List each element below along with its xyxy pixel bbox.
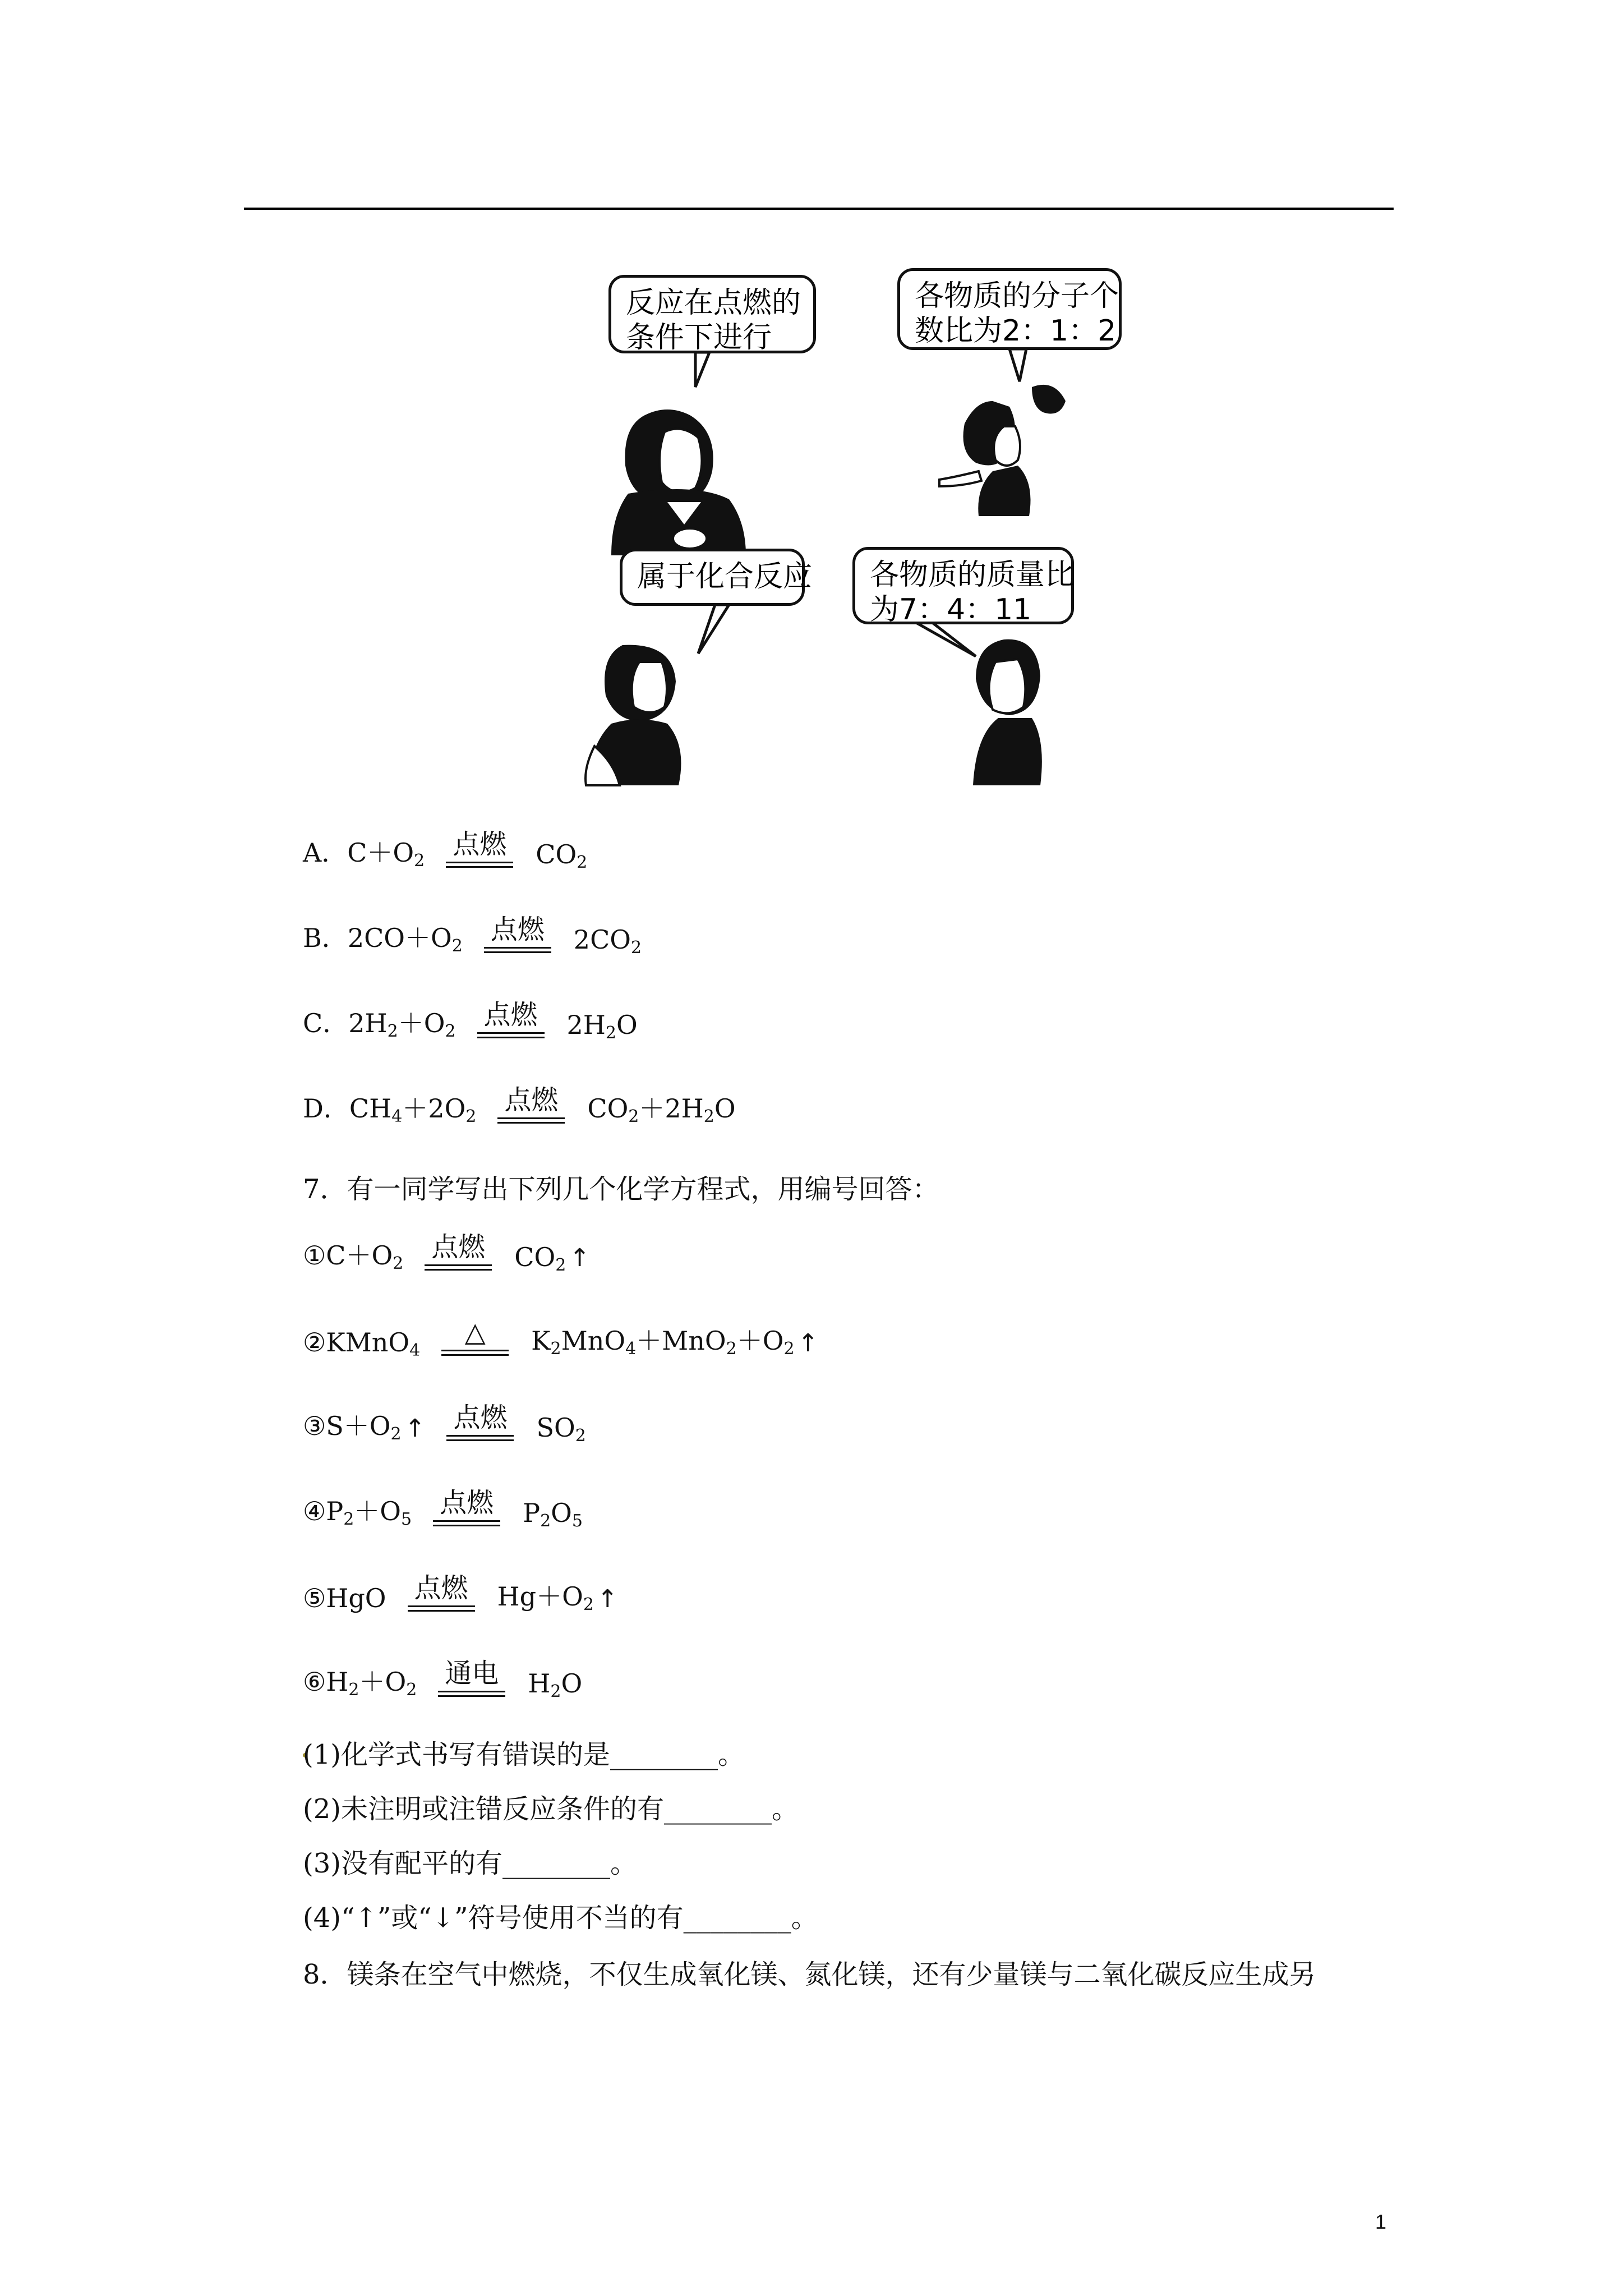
equation-1-lhs: $①C+O_2$ [303,1240,404,1273]
double-line-equals [497,1116,565,1124]
option-d-lhs: $CH_4+2O_2$ [349,1093,477,1126]
option-a-lhs: $C+O_2$ [347,838,425,871]
equation-1 [303,1222,591,1275]
speech-bubble-3 [620,549,813,606]
equation-4 [303,1478,583,1531]
up-arrow-icon: ↑ [404,1414,426,1443]
equation-5-rhs: $Hg+O_2$ [497,1581,594,1614]
up-arrow-icon: ↑ [797,1329,819,1358]
condition-mark: 通电 [438,1658,505,1697]
equation-1-rhs: $CO_2$ [514,1242,566,1275]
subquestion-1 [303,1721,745,1772]
bubble-3-line-1: 属于化合反应 [637,560,813,593]
equation-3 [303,1392,586,1446]
option-c-rhs: $2H_2O$ [566,1010,638,1043]
condition-mark: 点燃 [477,1000,545,1039]
equation-3-lhs: $③S+O_2$ [303,1411,402,1444]
boy-figure-2 [585,645,681,785]
subquestion-4-text: (4)“↑”或“↓”符号使用不当的有________。 [303,1902,818,1934]
double-line-equals [438,1690,505,1697]
condition-mark: 点燃 [433,1488,500,1527]
option-c-label: C． [303,1008,349,1038]
question-8-text: 8．镁条在空气中燃烧，不仅生成氧化镁、氮化镁，还有少量镁与二氧化碳反应生成另 [303,1959,1316,1990]
equation-6-lhs: $⑥H_2+O_2$ [303,1667,417,1700]
option-d-label: D． [303,1093,349,1124]
double-line-equals [408,1604,475,1612]
equation-2-rhs: $K_2MnO_4+MnO_2+O_2$ [531,1326,795,1359]
equation-5-lhs: ⑤HgO [303,1583,386,1613]
condition-mark: △ [441,1317,509,1356]
double-line-equals [484,946,551,954]
equation-6-rhs: $H_2O$ [528,1668,583,1701]
equation-2-lhs: ②KMnO$_4$ [303,1327,421,1360]
double-line-equals [441,1349,509,1356]
speech-bubble-4 [852,547,1075,627]
equation-6 [303,1648,582,1699]
question-7-stem [303,1156,939,1206]
equation-4-lhs: $④P_2+O_5$ [303,1496,412,1529]
subquestion-4 [303,1884,818,1935]
up-arrow-icon: ↑ [569,1244,591,1272]
option-d-rhs: $CO_2+2H_2O$ [587,1093,736,1126]
page-number: 1 [1375,2210,1387,2233]
option-b-rhs: $2CO_2$ [573,924,642,958]
condition-mark: 点燃 [497,1085,565,1124]
option-a [303,819,588,872]
subquestion-3 [303,1830,637,1880]
speech-bubble-2 [897,268,1122,350]
equation-2 [303,1307,818,1358]
double-line-equals [477,1031,545,1039]
condition-mark: 点燃 [408,1573,475,1612]
illustration [0,0,1623,797]
subquestion-2 [303,1775,799,1826]
equation-5 [303,1563,618,1613]
bubble-2-line-1: 各物质的分子个 [915,279,1119,313]
option-c [303,990,638,1043]
option-a-rhs: $CO_2$ [536,839,588,872]
option-a-label: A． [303,838,348,868]
bubble-1-line-2: 条件下进行 [626,321,772,355]
subquestion-3-text: (3)没有配平的有________。 [303,1848,637,1879]
boy-figure-3 [973,639,1042,785]
option-b-label: B． [303,923,348,953]
question-7-stem-text: 7．有一同学写出下列几个化学方程式，用编号回答： [303,1174,939,1205]
bubble-2-line-2: 数比为2：1：2 [915,314,1117,348]
subquestion-2-text: (2)未注明或注错反应条件的有________。 [303,1793,799,1825]
illustration-drawing [0,0,1623,797]
double-line-equals [425,1263,492,1271]
option-b-lhs: $2CO+O_2$ [347,923,463,956]
double-line-equals [433,1519,500,1527]
subquestion-1-text: (1)化学式书写有错误的是________。 [303,1739,745,1770]
girl-figure [939,385,1066,516]
equation-3-rhs: $SO_2$ [536,1412,586,1446]
option-d [303,1075,736,1125]
condition-mark: 点燃 [446,829,513,868]
condition-mark: 点燃 [425,1232,492,1271]
option-c-lhs: $2H_2+O_2$ [348,1008,456,1041]
condition-mark: 点燃 [484,914,551,954]
boy-figure-1 [611,409,746,555]
option-b [303,904,642,958]
bubble-1-line-1: 反应在点燃的 [626,286,801,320]
question-8 [303,1941,1316,1991]
equation-4-rhs: $P_2O_5$ [523,1498,583,1531]
double-line-equals [446,1434,514,1442]
condition-mark: 点燃 [446,1402,514,1442]
speech-bubble-1 [608,275,816,353]
up-arrow-icon: ↑ [597,1585,618,1613]
double-line-equals [446,861,513,868]
bubble-4-line-2: 为7：4：11 [870,593,1032,627]
bubble-4-line-1: 各物质的质量比 [870,558,1075,592]
